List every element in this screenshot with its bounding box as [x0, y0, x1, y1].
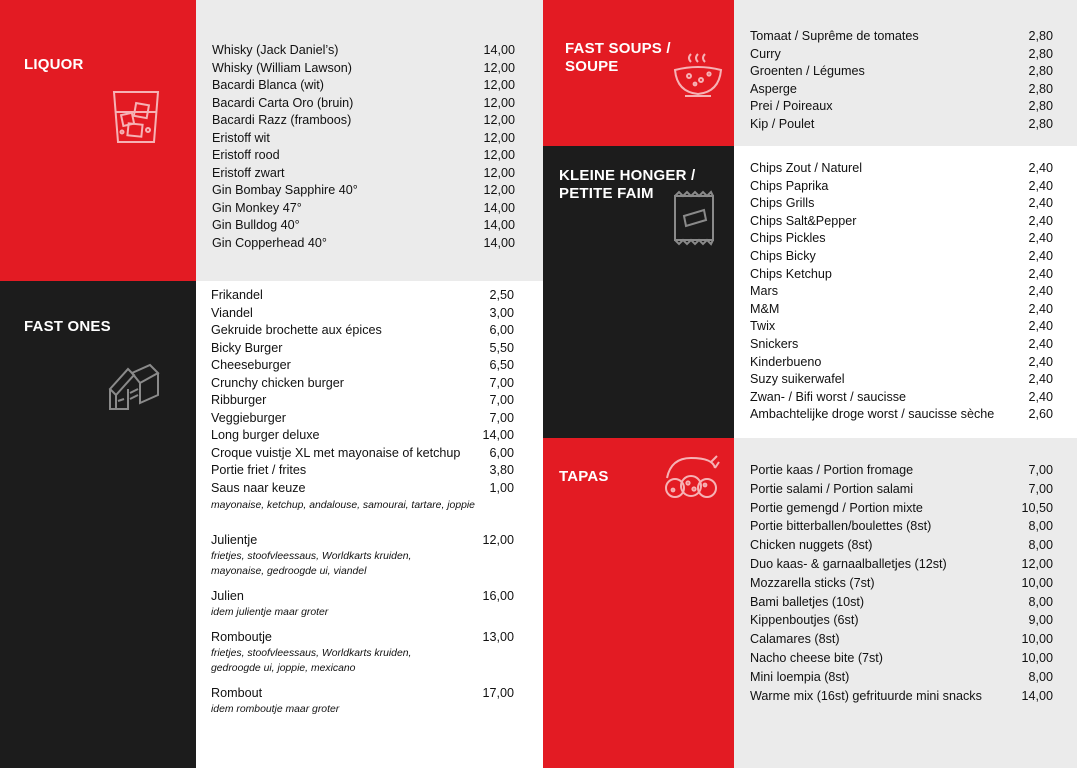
- item-price: 13,00: [482, 630, 514, 644]
- liquor-title: LIQUOR: [24, 56, 84, 73]
- snacks-title-line1: KLEINE HONGER /: [559, 167, 696, 184]
- item-price: 6,50: [489, 358, 514, 372]
- item-price: 2,40: [1028, 213, 1053, 228]
- item-name: Asperge: [750, 81, 797, 96]
- item-price: 2,40: [1028, 178, 1053, 193]
- item-price: 2,80: [1028, 81, 1053, 96]
- menu-item: [750, 630, 1053, 649]
- special-item-row: [211, 685, 514, 702]
- item-price: 2,80: [1028, 29, 1053, 43]
- item-name: Snickers: [750, 336, 799, 351]
- menu-item: [212, 235, 515, 253]
- menu-item: [750, 461, 1053, 480]
- item-price: 2,40: [1028, 231, 1053, 246]
- item-name: Cheeseburger: [211, 358, 291, 372]
- item-price: 8,00: [1028, 594, 1053, 609]
- item-price: 14,00: [483, 235, 515, 250]
- item-name: Eristoff rood: [212, 148, 280, 162]
- menu-item: [750, 406, 1053, 424]
- item-price: 8,00: [1028, 538, 1053, 553]
- item-price: 7,00: [1028, 463, 1053, 477]
- menu-item: [212, 165, 515, 183]
- menu-item: [750, 371, 1053, 389]
- menu-item: [750, 480, 1053, 499]
- menu-item: [211, 340, 514, 358]
- menu-item: [750, 354, 1053, 372]
- item-name: Bacardi Carta Oro (bruin): [212, 95, 354, 110]
- soups-list-panel: [734, 0, 1077, 146]
- menu-item: [750, 283, 1053, 301]
- menu-item: [211, 375, 514, 393]
- item-name: Croque vuistje XL met mayonaise of ketchup: [211, 445, 461, 460]
- item-price: 12,00: [483, 78, 515, 92]
- tapas-list: [750, 461, 1053, 705]
- liquor-header-panel: [0, 0, 196, 281]
- item-name: Viandel: [211, 305, 253, 320]
- menu-item: [212, 112, 515, 130]
- menu-item: [750, 649, 1053, 668]
- item-name: Warme mix (16st) gefrituurde mini snacks: [750, 688, 982, 703]
- item-price: 2,40: [1028, 266, 1053, 281]
- item-price: 3,80: [489, 463, 514, 477]
- item-name: Gin Bulldog 40°: [212, 218, 300, 232]
- item-name: Chips Salt&Pepper: [750, 213, 857, 228]
- item-name: Whisky (William Lawson): [212, 60, 352, 75]
- item-price: 14,00: [482, 428, 514, 442]
- item-name: Ribburger: [211, 393, 267, 407]
- snacks-list: [750, 160, 1053, 424]
- special-item: [211, 588, 514, 620]
- item-price: 5,50: [489, 340, 514, 355]
- liquor-list: [212, 42, 515, 252]
- item-price: 2,40: [1028, 319, 1053, 334]
- menu-item: [212, 60, 515, 78]
- menu-item: [212, 42, 515, 60]
- item-name: Kippenboutjes (6st): [750, 613, 859, 628]
- item-name: Kinderbueno: [750, 354, 822, 369]
- item-name: Mozzarella sticks (7st): [750, 575, 875, 590]
- item-price: 2,80: [1028, 46, 1053, 61]
- item-name: Bicky Burger: [211, 340, 283, 355]
- special-item-row: [211, 588, 514, 605]
- soups-title-line1: FAST SOUPS /: [565, 40, 671, 57]
- soups-title-line2: SOUPE: [565, 58, 619, 75]
- item-name: Veggieburger: [211, 410, 286, 425]
- item-price: 2,40: [1028, 336, 1053, 351]
- item-price: 7,00: [489, 410, 514, 425]
- menu-item: [750, 248, 1053, 266]
- menu-item: [750, 389, 1053, 407]
- item-price: 7,00: [489, 393, 514, 407]
- item-name: Saus naar keuze: [211, 480, 306, 495]
- item-price: 6,00: [489, 323, 514, 337]
- menu-item: [212, 95, 515, 113]
- menu-item: [750, 593, 1053, 612]
- tapas-list-panel: [734, 438, 1077, 768]
- menu-item: [211, 410, 514, 428]
- item-description: idem romboutje maar groter: [211, 704, 340, 715]
- item-name: Rombout: [211, 686, 263, 700]
- soups-title: [565, 40, 671, 76]
- menu-item: [211, 357, 514, 375]
- item-price: 2,40: [1028, 196, 1053, 211]
- item-name: Suzy suikerwafel: [750, 372, 845, 387]
- menu-item: [750, 687, 1053, 706]
- item-name: Frikandel: [211, 288, 263, 302]
- item-name: Bacardi Razz (framboos): [212, 113, 352, 127]
- item-price: 17,00: [482, 686, 514, 700]
- menu-item: [750, 213, 1053, 231]
- menu-item: [750, 116, 1053, 134]
- sandwich-icon: [104, 359, 164, 417]
- menu-item: [750, 555, 1053, 574]
- item-name: Mars: [750, 284, 778, 299]
- item-name: Chips Grills: [750, 196, 815, 211]
- item-name: Portie bitterballen/boulettes (8st): [750, 519, 932, 534]
- item-name: Portie kaas / Portion fromage: [750, 463, 914, 477]
- soups-header-panel: [543, 0, 734, 146]
- tapas-header-panel: [543, 438, 734, 768]
- item-price: 14,00: [483, 200, 515, 215]
- menu-item: [750, 63, 1053, 81]
- item-price: 2,60: [1028, 407, 1053, 422]
- item-name: Romboutje: [211, 630, 272, 644]
- item-name: Chips Pickles: [750, 231, 826, 246]
- item-price: 12,00: [483, 130, 515, 145]
- item-price: 12,00: [1021, 556, 1053, 571]
- menu-item: [750, 230, 1053, 248]
- menu-item: [750, 178, 1053, 196]
- item-price: 16,00: [482, 589, 514, 603]
- menu-item: [212, 182, 515, 200]
- item-name: Eristoff wit: [212, 130, 270, 145]
- item-name: Ambachtelijke droge worst / saucisse sèche: [750, 407, 995, 422]
- item-description: idem julientje maar groter: [211, 607, 329, 618]
- item-name: Portie gemengd / Portion mixte: [750, 500, 923, 515]
- item-price: 7,00: [489, 375, 514, 390]
- snacks-list-panel: [734, 146, 1077, 438]
- snacks-header-panel: [543, 146, 734, 438]
- menu-item: [212, 200, 515, 218]
- item-name: Chips Bicky: [750, 248, 816, 263]
- fast-ones-header-panel: [0, 281, 196, 768]
- item-price: 14,00: [483, 43, 515, 57]
- item-name: M&M: [750, 301, 780, 316]
- fast-ones-list: [211, 287, 514, 497]
- item-description: mayonaise, gedroogde ui, viandel: [211, 566, 367, 577]
- menu-item: [211, 287, 514, 305]
- specials-list: [211, 532, 514, 726]
- sauce-options: mayonaise, ketchup, andalouse, samourai, tartare, joppie: [211, 500, 475, 511]
- menu-item: [750, 668, 1053, 687]
- item-name: Duo kaas- & garnaalballetjes (12st): [750, 556, 947, 571]
- item-price: 10,00: [1021, 650, 1053, 665]
- item-price: 10,50: [1021, 500, 1053, 515]
- menu-item: [750, 266, 1053, 284]
- item-price: 12,00: [482, 533, 514, 547]
- menu-item: [750, 98, 1053, 116]
- special-item-row: [211, 532, 514, 549]
- item-price: 3,00: [489, 305, 514, 320]
- item-name: Long burger deluxe: [211, 428, 320, 442]
- menu-item: [750, 611, 1053, 630]
- liquor-list-panel: [196, 0, 543, 281]
- item-name: Gin Monkey 47°: [212, 200, 302, 215]
- item-price: 2,50: [489, 288, 514, 302]
- menu-item: [750, 574, 1053, 593]
- item-name: Chips Ketchup: [750, 266, 832, 281]
- item-price: 10,00: [1021, 575, 1053, 590]
- item-name: Julientje: [211, 533, 258, 547]
- item-price: 12,00: [483, 95, 515, 110]
- menu-item: [750, 318, 1053, 336]
- menu-item: [750, 301, 1053, 319]
- item-name: Gekruide brochette aux épices: [211, 323, 382, 337]
- item-name: Gin Bombay Sapphire 40°: [212, 183, 358, 197]
- item-price: 8,00: [1028, 669, 1053, 684]
- menu-item: [750, 81, 1053, 99]
- item-name: Curry: [750, 46, 781, 61]
- menu-item: [750, 28, 1053, 46]
- item-price: 2,80: [1028, 64, 1053, 78]
- item-name: Julien: [211, 589, 244, 603]
- menu-item: [211, 322, 514, 340]
- menu-item: [750, 160, 1053, 178]
- menu-item: [212, 77, 515, 95]
- item-price: 1,00: [489, 480, 514, 495]
- item-price: 2,40: [1028, 389, 1053, 404]
- special-item-row: [211, 629, 514, 646]
- item-name: Kip / Poulet: [750, 116, 815, 131]
- item-name: Gin Copperhead 40°: [212, 235, 327, 250]
- special-item: [211, 532, 514, 579]
- snacks-title-line2: PETITE FAIM: [559, 185, 654, 202]
- item-price: 2,40: [1028, 354, 1053, 369]
- menu-item: [211, 445, 514, 463]
- item-name: Whisky (Jack Daniel’s): [212, 43, 339, 57]
- soups-list: [750, 28, 1053, 133]
- item-name: Crunchy chicken burger: [211, 375, 344, 390]
- item-price: 12,00: [483, 60, 515, 75]
- item-price: 2,40: [1028, 284, 1053, 299]
- soup-bowl-icon: [671, 50, 725, 100]
- item-name: Bacardi Blanca (wit): [212, 78, 324, 92]
- item-name: Portie friet / frites: [211, 463, 307, 477]
- item-price: 2,80: [1028, 116, 1053, 131]
- item-price: 9,00: [1028, 613, 1053, 628]
- item-description: frietjes, stoofvleessaus, Worldkarts kruiden,: [211, 648, 412, 659]
- item-name: Chips Zout / Naturel: [750, 161, 862, 175]
- item-name: Chips Paprika: [750, 178, 829, 193]
- menu-item: [750, 499, 1053, 518]
- menu-item: [211, 480, 514, 498]
- menu-item: [212, 130, 515, 148]
- item-price: 14,00: [1021, 688, 1053, 703]
- item-price: 2,40: [1028, 248, 1053, 263]
- item-name: Eristoff zwart: [212, 165, 285, 180]
- item-price: 2,40: [1028, 372, 1053, 387]
- fast-ones-list-panel: [196, 281, 543, 768]
- item-price: 2,40: [1028, 161, 1053, 175]
- item-price: 14,00: [483, 218, 515, 232]
- menu-item: [211, 462, 514, 480]
- item-price: 2,80: [1028, 99, 1053, 113]
- item-price: 2,40: [1028, 301, 1053, 316]
- item-description: frietjes, stoofvleessaus, Worldkarts kruiden,: [211, 551, 412, 562]
- special-item: [211, 629, 514, 676]
- item-price: 12,00: [483, 148, 515, 162]
- fast-ones-title: FAST ONES: [24, 318, 111, 335]
- menu-item: [750, 336, 1053, 354]
- menu-item: [212, 147, 515, 165]
- tapas-title: TAPAS: [559, 468, 609, 485]
- chips-bag-icon: [671, 190, 717, 246]
- item-name: Chicken nuggets (8st): [750, 538, 873, 553]
- menu-item: [750, 536, 1053, 555]
- item-name: Bami balletjes (10st): [750, 594, 865, 609]
- menu-item: [211, 305, 514, 323]
- item-price: 6,00: [489, 445, 514, 460]
- item-name: Nacho cheese bite (7st): [750, 650, 884, 665]
- menu-item: [211, 392, 514, 410]
- item-name: Twix: [750, 319, 776, 334]
- menu-item: [750, 517, 1053, 536]
- item-price: 12,00: [483, 113, 515, 127]
- menu-item: [212, 217, 515, 235]
- item-price: 12,00: [483, 165, 515, 180]
- item-name: Groenten / Légumes: [750, 64, 865, 78]
- item-price: 12,00: [483, 183, 515, 197]
- salami-icon: [661, 452, 721, 504]
- menu-item: [750, 195, 1053, 213]
- item-name: Tomaat / Suprême de tomates: [750, 29, 919, 43]
- item-price: 7,00: [1028, 481, 1053, 496]
- item-price: 10,00: [1021, 632, 1053, 647]
- item-name: Zwan- / Bifi worst / saucisse: [750, 389, 907, 404]
- special-item: [211, 685, 514, 717]
- item-name: Portie salami / Portion salami: [750, 481, 914, 496]
- menu-item: [750, 46, 1053, 64]
- whisky-glass-icon: [108, 86, 164, 148]
- item-description: gedroogde ui, joppie, mexicano: [211, 663, 356, 674]
- menu-item: [211, 427, 514, 445]
- item-name: Mini loempia (8st): [750, 669, 850, 684]
- item-name: Calamares (8st): [750, 632, 840, 647]
- item-name: Prei / Poireaux: [750, 99, 833, 113]
- item-price: 8,00: [1028, 519, 1053, 534]
